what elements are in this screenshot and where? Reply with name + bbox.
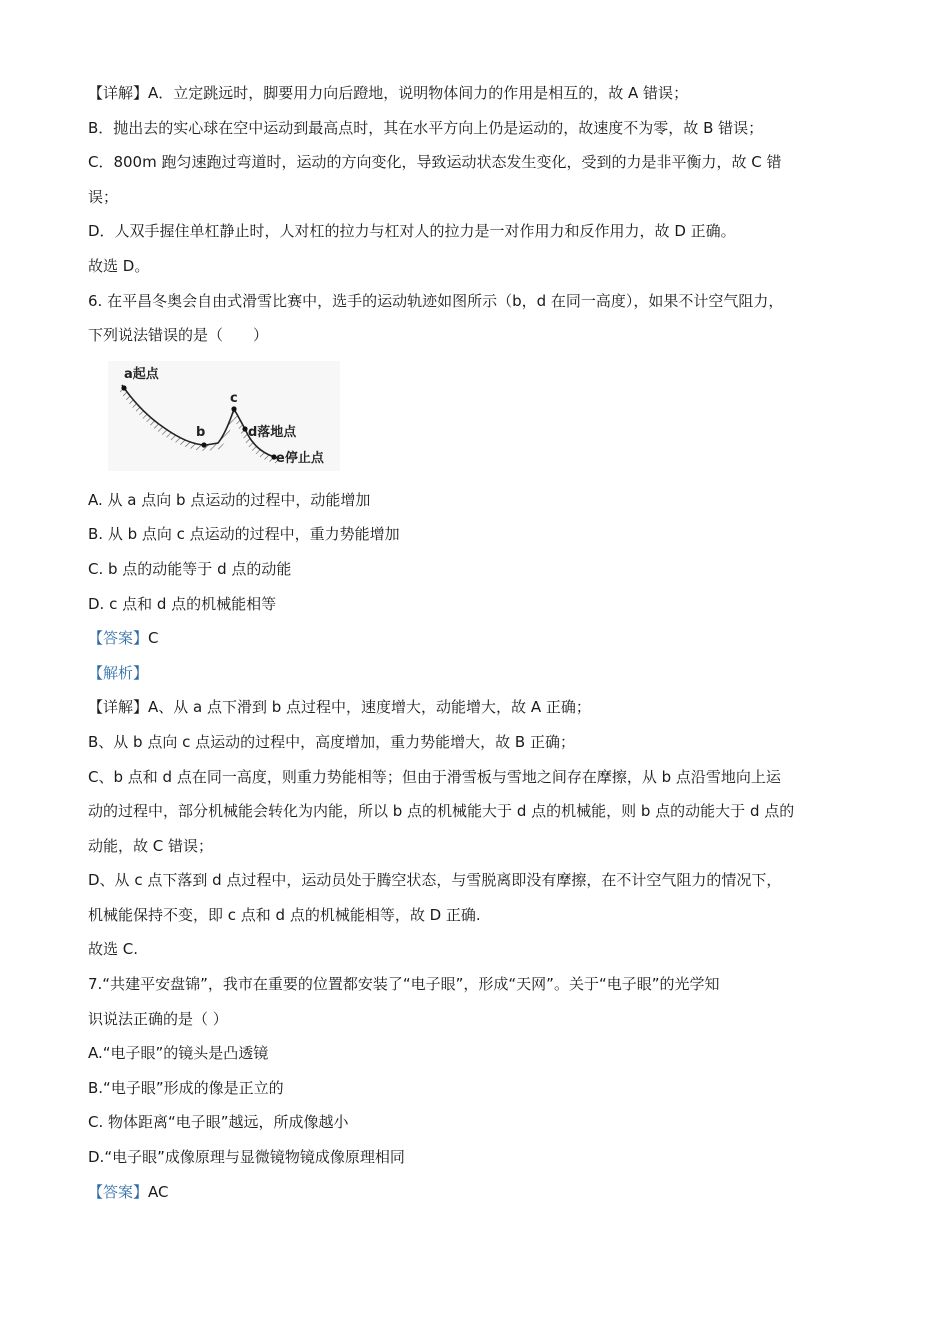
q7-option-d: D.“电子眼”成像原理与显微镜物镜成像原理相同: [88, 1148, 405, 1167]
question-6: [88, 284, 868, 968]
q6-answer-tag: 【答案】: [88, 629, 149, 648]
q6-stem-line-1: 6. 在平昌冬奥会自由式滑雪比赛中，选手的运动轨迹如图所示（b，d 在同一高度），如果不计空气阻力，: [88, 291, 784, 310]
q6-explain-line-6: D、从 c 点下落到 d 点过程中，运动员处于腾空状态，与雪脱离即没有摩擦，在不计空气阻力的情况下，: [88, 871, 782, 890]
label-point-b: b: [196, 424, 206, 440]
label-stop-point: e停止点: [276, 450, 324, 466]
q5-explain-line-5: D．人双手握住单杠静止时，人对杠的拉力与杠对人的拉力是一对作用力和反作用力，故 D 正确。: [88, 222, 736, 241]
q6-explain-line-4: 动的过程中，部分机械能会转化为内能，所以 b 点的机械能大于 d 点的机械能，则 b 点的动能大于 d 点的: [88, 802, 795, 821]
q5-explanation: [88, 76, 868, 284]
q6-explain-line-2: B、从 b 点向 c 点运动的过程中，高度增加，重力势能增大，故 B 正确；: [88, 732, 575, 751]
point-a-dot: [121, 385, 126, 390]
point-d-dot: [242, 426, 247, 431]
q6-stem-line-2: 下列说法错误的是（ ）: [88, 326, 269, 345]
q6-explain-line-1: 【详解】A、从 a 点下滑到 b 点过程中，速度增大，动能增大，故 A 正确；: [88, 698, 591, 717]
point-c-dot: [231, 406, 236, 411]
q6-option-b: B. 从 b 点向 c 点运动的过程中，重力势能增加: [88, 525, 400, 544]
q6-option-d: D. c 点和 d 点的机械能相等: [88, 594, 277, 613]
q5-explain-line-6: 故选 D。: [88, 256, 150, 275]
q6-explain-line-3: C、b 点和 d 点在同一高度，则重力势能相等；但由于滑雪板与雪地之间存在摩擦，从 b 点沿雪地向上运: [88, 767, 781, 786]
q6-explain-line-7: 机械能保持不变，即 c 点和 d 点的机械能相等，故 D 正确.: [88, 905, 481, 924]
q6-option-a: A. 从 a 点向 b 点运动的过程中，动能增加: [88, 490, 371, 509]
q7-stem-line-2: 识说法正确的是（ ）: [88, 1009, 228, 1028]
q6-explain-line-8: 故选 C.: [88, 940, 139, 959]
question-7: [88, 967, 868, 1209]
q7-option-c: C. 物体距离“电子眼”越远，所成像越小: [88, 1113, 349, 1132]
label-landing-point: d落地点: [248, 424, 297, 440]
q6-answer-value: C: [148, 629, 159, 648]
point-b-dot: [201, 442, 206, 447]
q5-explain-line-4: 误；: [88, 187, 119, 206]
q6-analysis-tag: 【解析】: [88, 663, 149, 682]
ski-trajectory-figure: [108, 361, 340, 471]
q7-answer-row: [88, 1175, 868, 1210]
label-point-c: c: [230, 390, 238, 406]
q6-answer-row: [88, 621, 868, 656]
q5-explain-line-1: 【详解】A．立定跳远时，脚要用力向后蹬地，说明物体间力的作用是相互的，故 A 错误；: [88, 84, 689, 102]
q7-answer-tag: 【答案】: [88, 1182, 149, 1201]
document-page: [88, 76, 868, 1209]
q6-explain-line-5: 动能，故 C 错误；: [88, 836, 214, 855]
q6-analysis-row: [88, 656, 868, 691]
q7-option-b: B.“电子眼”形成的像是正立的: [88, 1078, 284, 1097]
q5-explain-line-2: B．抛出去的实心球在空中运动到最高点时，其在水平方向上仍是运动的，故速度不为零，故 B 错误；: [88, 118, 764, 137]
q6-option-c: C. b 点的动能等于 d 点的动能: [88, 559, 292, 578]
q5-explain-line-3: C．800m 跑匀速跑过弯道时，运动的方向变化，导致运动状态发生变化，受到的力是非平衡力，故 C 错: [88, 153, 782, 172]
q7-answer-value: AC: [148, 1182, 169, 1201]
q7-stem-line-1: 7.“共建平安盘锦”，我市在重要的位置都安装了“电子眼”，形成“天网”。关于“电子眼”的光学知: [88, 975, 720, 994]
q7-option-a: A.“电子眼”的镜头是凸透镜: [88, 1044, 269, 1063]
label-start-point: a起点: [124, 366, 159, 382]
